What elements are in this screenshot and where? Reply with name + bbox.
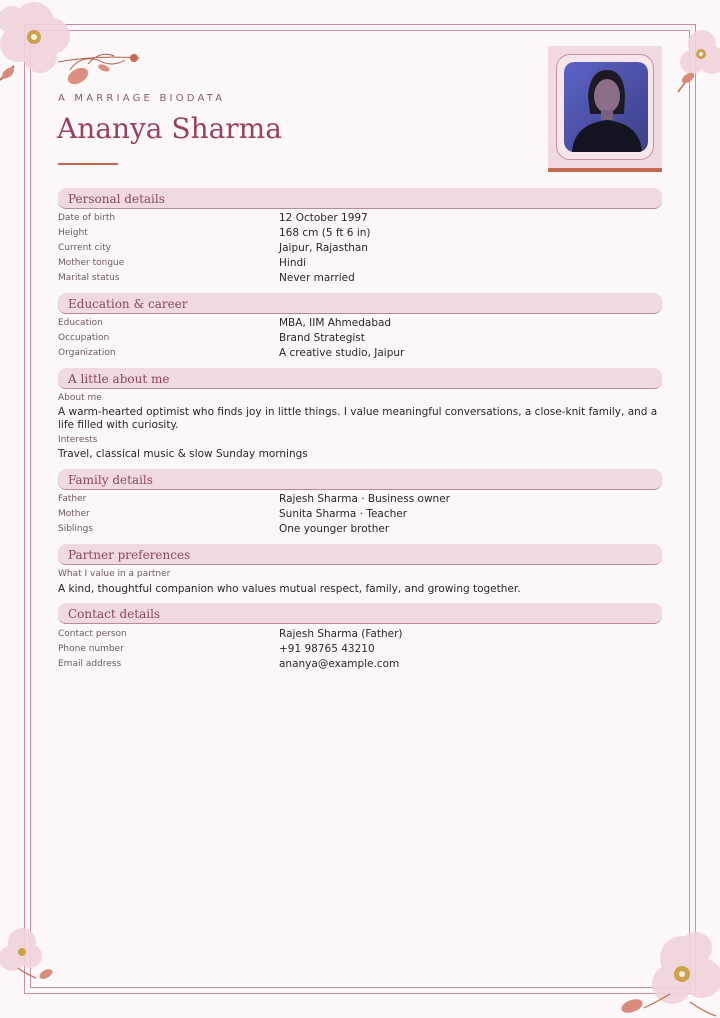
detail-label: Marital status: [58, 273, 120, 283]
photo-card: [548, 46, 662, 168]
detail-value: 168 cm (5 ft 6 in): [279, 227, 371, 239]
detail-row: [58, 628, 662, 643]
detail-row: [58, 212, 662, 227]
detail-label: Email address: [58, 659, 122, 669]
detail-value: Jaipur, Rajasthan: [279, 242, 368, 254]
about-text: A warm-hearted optimist who finds joy in little things. I value meaningful conversations, a close-knit family, and a life filled with curiosity.: [58, 406, 658, 431]
section-header-contact: Contact details: [58, 603, 662, 624]
title-underline: [58, 163, 118, 165]
detail-value: A creative studio, Jaipur: [279, 347, 405, 359]
detail-value: 12 October 1997: [279, 212, 368, 224]
detail-label: Mother: [58, 509, 90, 519]
detail-label: Height: [58, 228, 88, 238]
about-label: About me: [58, 393, 102, 403]
floral-corner-icon: [672, 30, 720, 96]
detail-value: Rajesh Sharma · Business owner: [279, 493, 450, 505]
detail-row: [58, 227, 662, 242]
detail-label: Siblings: [58, 524, 94, 534]
section-header-personal: Personal details: [58, 188, 662, 209]
detail-value: Brand Strategist: [279, 332, 365, 344]
detail-value: Rajesh Sharma (Father): [279, 628, 403, 640]
detail-row: [58, 242, 662, 257]
partner-label: What I value in a partner: [58, 569, 171, 579]
detail-row: [58, 508, 662, 523]
photo-accent-bar: [548, 168, 662, 172]
detail-row: [58, 332, 662, 347]
detail-row: [58, 317, 662, 332]
page-title: Ananya Sharma: [57, 112, 282, 145]
section-header-about: A little about me: [58, 368, 662, 389]
detail-value: ananya@example.com: [279, 658, 400, 670]
interests-text: Travel, classical music & slow Sunday mornings: [58, 448, 308, 460]
detail-value: Sunita Sharma · Teacher: [279, 508, 408, 520]
detail-label: Date of birth: [58, 213, 116, 223]
section-header-partner: Partner preferences: [58, 544, 662, 565]
biodata-eyebrow: A MARRIAGE BIODATA: [58, 93, 226, 104]
detail-label: Phone number: [58, 644, 124, 654]
detail-row: [58, 523, 662, 538]
detail-value: MBA, IIM Ahmedabad: [279, 317, 392, 329]
detail-value: Hindi: [279, 257, 307, 269]
partner-text: A kind, thoughtful companion who values mutual respect, family, and growing together.: [58, 583, 521, 595]
detail-label: Organization: [58, 348, 116, 358]
leaf-sprig-icon: [58, 54, 140, 88]
detail-row: [58, 347, 662, 362]
section-header-education: Education & career: [58, 293, 662, 314]
detail-label: Occupation: [58, 333, 110, 343]
floral-corner-icon: [620, 928, 720, 1018]
detail-label: Current city: [58, 243, 111, 253]
detail-label: Father: [58, 494, 87, 504]
detail-row: [58, 643, 662, 658]
detail-row: [58, 257, 662, 272]
detail-value: Never married: [279, 272, 355, 284]
detail-row: [58, 272, 662, 287]
detail-value: +91 98765 43210: [279, 643, 375, 655]
floral-corner-icon: [0, 928, 60, 988]
section-header-family: Family details: [58, 469, 662, 490]
interests-label: Interests: [58, 435, 98, 445]
floral-corner-icon: [0, 0, 150, 95]
detail-label: Contact person: [58, 629, 127, 639]
detail-label: Education: [58, 318, 103, 328]
detail-label: Mother tongue: [58, 258, 125, 268]
detail-row: [58, 493, 662, 508]
portrait-photo: [564, 62, 648, 152]
detail-row: [58, 658, 662, 673]
detail-value: One younger brother: [279, 523, 390, 535]
